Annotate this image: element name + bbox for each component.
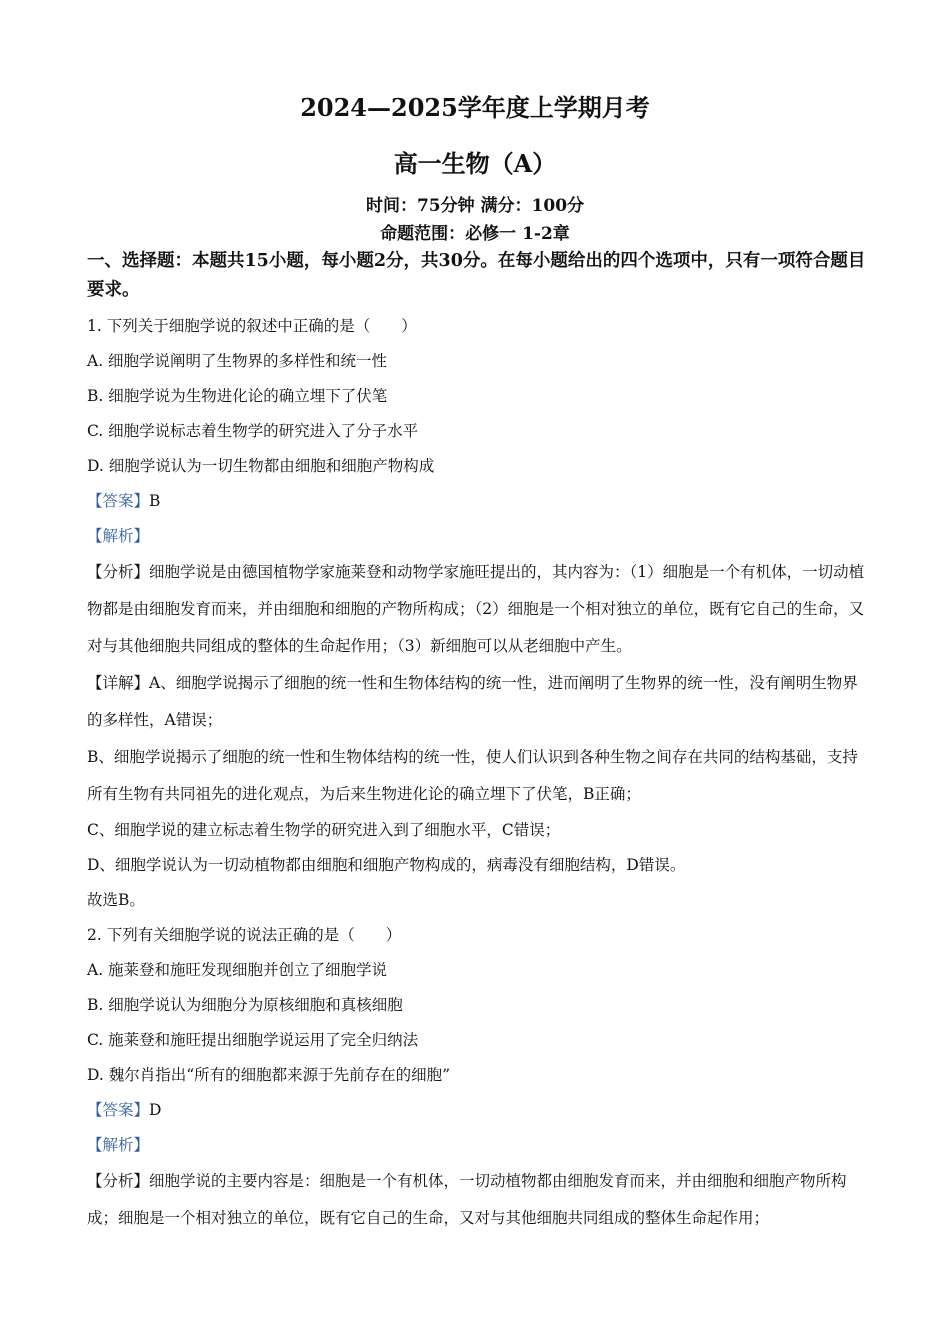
q1-option-b: B. 细胞学说为生物进化论的确立埋下了伏笔 bbox=[87, 387, 388, 405]
fenxi-label: 【分析】 bbox=[87, 1172, 150, 1190]
exam-subject: 高一生物（A） bbox=[393, 149, 557, 178]
q2-answer bbox=[87, 1093, 867, 1128]
q1-analysis-label: 【解析】 bbox=[87, 527, 150, 545]
q1-xiangjie-a bbox=[87, 665, 867, 739]
q2-option-c: C. 施莱登和施旺提出细胞学说运用了完全归纳法 bbox=[87, 1031, 419, 1049]
q1-answer bbox=[87, 484, 867, 519]
q2-option-d: D. 魏尔肖指出“所有的细胞都来源于先前存在的细胞” bbox=[87, 1066, 451, 1084]
q2-option-b: B. 细胞学说认为细胞分为原核细胞和真核细胞 bbox=[87, 996, 403, 1014]
q1-xiangjie-b: B、细胞学说揭示了细胞的统一性和生物体结构的统一性，使人们认识到各种生物之间存在共同的结构基础，支持所有生物有共同祖先的进化观点，为后来生物进化论的确立埋下了伏笔，B正确； bbox=[87, 748, 858, 803]
xiangjie-text: A、细胞学说揭示了细胞的统一性和生物体结构的统一性，进而阐明了生物界的统一性，没有阐明生物界的多样性，A错误； bbox=[87, 674, 858, 729]
q2-analysis-label: 【解析】 bbox=[87, 1136, 150, 1154]
q1-option-c: C. 细胞学说标志着生物学的研究进入了分子水平 bbox=[87, 422, 419, 440]
answer-label: 【答案】 bbox=[87, 492, 150, 510]
q2-stem: 2. 下列有关细胞学说的说法正确的是（ ） bbox=[87, 926, 402, 944]
q2-fenxi bbox=[87, 1163, 867, 1237]
q1-conclusion: 故选B。 bbox=[87, 891, 145, 909]
answer-value: D bbox=[149, 1101, 162, 1119]
q1-stem: 1. 下列关于细胞学说的叙述中正确的是（ ） bbox=[87, 317, 417, 335]
exam-content bbox=[87, 247, 867, 1237]
fenxi-label: 【分析】 bbox=[87, 563, 150, 581]
fenxi-text: 细胞学说的主要内容是：细胞是一个有机体，一切动植物都由细胞发育而来，并由细胞和细胞产物所构成；细胞是一个相对独立的单位，既有它自己的生命，又对与其他细胞共同组成的整体生命起作用； bbox=[87, 1172, 847, 1227]
fenxi-text: 细胞学说是由德国植物学家施莱登和动物学家施旺提出的，其内容为：（1）细胞是一个有机体，一切动植物都是由细胞发育而来，并由细胞和细胞的产物所构成；（2）细胞是一个相对独立的单位，既有它自己的生命，又对与其他细胞共同组成的整体的生命起作用；（3）新细胞可以从老细胞中产生。 bbox=[87, 563, 865, 655]
q1-xiangjie-c: C、细胞学说的建立标志着生物学的研究进入到了细胞水平，C错误； bbox=[87, 821, 561, 839]
q1-fenxi bbox=[87, 554, 867, 665]
q1-xiangjie-d: D、细胞学说认为一切动植物都由细胞和细胞产物构成的，病毒没有细胞结构，D错误。 bbox=[87, 856, 686, 874]
answer-value: B bbox=[149, 492, 161, 510]
exam-title: 2024—2025学年度上学期月考 bbox=[300, 93, 650, 122]
q2-option-a: A. 施莱登和施旺发现细胞并创立了细胞学说 bbox=[87, 961, 388, 979]
exam-scope: 命题范围：必修一 1-2章 bbox=[380, 224, 570, 244]
answer-label: 【答案】 bbox=[87, 1101, 150, 1119]
xiangjie-label: 【详解】 bbox=[87, 674, 150, 692]
q1-option-d: D. 细胞学说认为一切生物都由细胞和细胞产物构成 bbox=[87, 457, 435, 475]
exam-time-info: 时间：75分钟 满分：100分 bbox=[365, 196, 585, 216]
section-heading: 一、选择题：本题共15小题，每小题2分，共30分。在每小题给出的四个选项中，只有一项符合题目要求。 bbox=[87, 251, 866, 300]
q1-option-a: A. 细胞学说阐明了生物界的多样性和统一性 bbox=[87, 352, 388, 370]
